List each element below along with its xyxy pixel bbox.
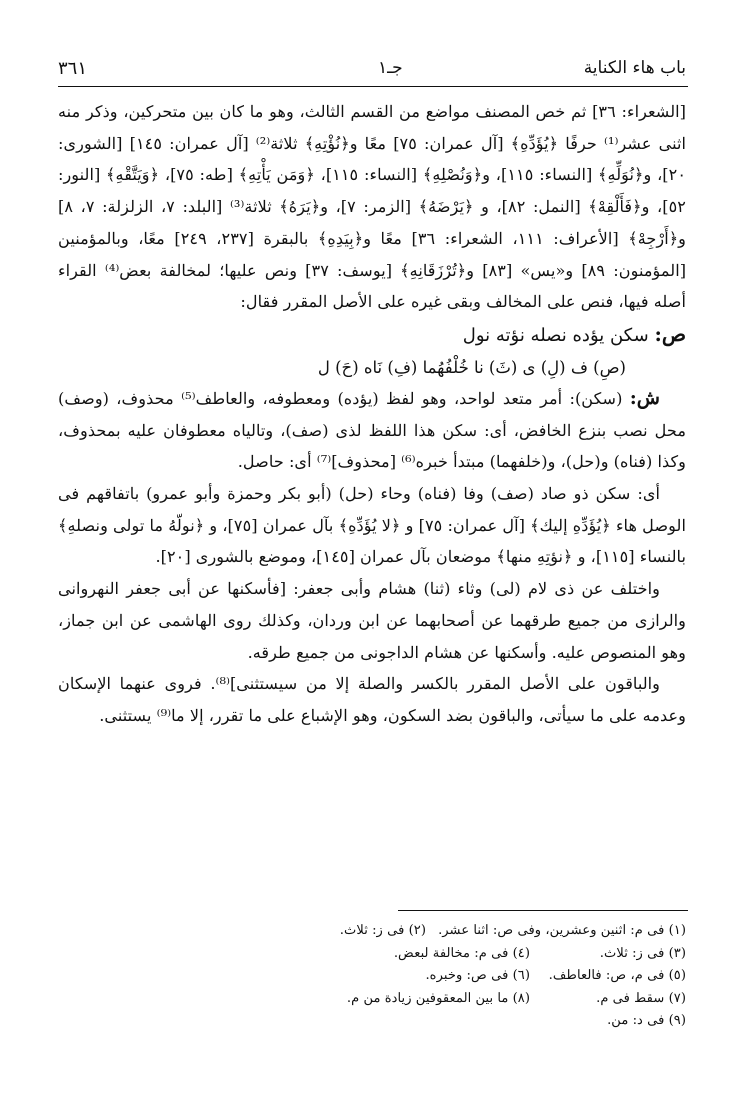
footnote: (٤) فى م: مخالفة لبعض. [393,945,530,961]
footnote-row [120,943,686,966]
footnote: (٢) فى ز: ثلاث. [339,923,426,938]
verse-text: سكن يؤده نصله نؤته نول [462,324,649,346]
paragraph-commentary [58,383,686,478]
chapter-title: باب هاء الكناية [583,58,686,78]
footnote-divider [398,910,688,911]
running-header [58,56,686,84]
footnotes [120,920,686,1033]
page-number: ٣٦١ [58,58,88,79]
volume-label: جـ١ [378,58,403,78]
commentary-tag: ش: [629,386,660,409]
footnote-row [120,965,686,988]
paragraph-disagreement: واختلف عن ذى لام (لى) وثاء (ثنا) هشام وأبى جعفر: [فأسكنها عن أبى جعفر النهروانى والرازى من جميع طرقهما عن أصحابهما عن ابن وردان، وكذلك روى الهاشمى عن ابن جماز، وهو المنصوص عليه. وأسكنها عن هشام الداجونى من جميع طرقه. [58,579,686,662]
commentary-text: (سكن): أمر متعد لواحد، وهو لفظ (يؤده) ومعطوفه، والعاطف⁽⁵⁾ محذوف، (وصف) محل نصب بنزع الخافض، أى: سكن هذا اللفظ لذى (صف)، وتالياه معطوفان عليه بمحذوف، وكذا (فناه) و(حل)، و(خلفهما) مبتدأ خبره⁽⁶⁾ [محذوف]⁽⁷⁾ أى: حاصل. [58,388,686,472]
footnote: (٩) فى د: من. [607,1013,686,1028]
paragraph-explanation: أى: سكن ذو صاد (صف) وفا (فناه) وحاء (حل) (أبو بكر وحمزة وأبو عمرو) باتفاقهم فى الوصل هاء ﴿يُؤَدِّهِ إليك﴾ [آل عمران: ٧٥] و ﴿لا يُؤَدِّهِ﴾ بآل عمران [٧٥]، و ﴿نولّهُ ما تولى ونصلهِ﴾ بالنساء [١١٥]، و ﴿نؤتِهِ منها﴾ موضعان بآل عمران [١٤٥]، وموضع بالشورى [٢٠]. [58,484,686,567]
footnote: (٨) ما بين المعقوفين زيادة من م. [346,990,530,1006]
footnote-row [120,1010,686,1033]
footnote: (٧) سقط فى م. [596,990,686,1006]
footnote: (٦) فى ص: وخبره. [425,968,530,983]
verse-symbols: (صِ) ف (لِ) ى (ثَ) نا خُلْفُهُما (فِ) نَاه (حَ) ل [317,357,626,377]
paragraph-intro: [الشعراء: ٣٦] ثم خص المصنف مواضع من القسم الثالث، وهو ما كان بين متحركين، وذكر منه اثنى عشر⁽¹⁾ حرفًا ﴿يُؤَدِّهِ﴾ [آل عمران: ٧٥] معًا و﴿نُؤْتِهِ﴾ ثلاثة⁽²⁾ [آل عمران: ١٤٥] [الشورى: ٢٠]، و﴿نُوَلِّهِ﴾ [النساء: ١١٥]، و﴿وَنُصْلِهِ﴾ [النساء: ١١٥]، ﴿وَمَن يَأْتِهِ﴾ [طه: ٧٥]، ﴿وَيَتَّقْهِ﴾ [النور: ٥٢]، و﴿فَأَلْقِهْ﴾ [النمل: ٨٢]، و ﴿يَرْضَهُ﴾ [الزمر: ٧]، و﴿يَرَهُ﴾ ثلاثة⁽³⁾ [البلد: ٧، الزلزلة: ٧، ٨] و﴿أَرْجِهْ﴾ [الأعراف: ١١١، الشعراء: ٣٦] معًا و﴿بِيَدِهِ﴾ بالبقرة [٢٣٧، ٢٤٩] معًا، وبالمؤمنين [المؤمنون: ٨٩] و«يس» [٨٣] و﴿تُرْزَقَانِهِ﴾ [يوسف: ٣٧] ونص عليها؛ لمخالفة بعض⁽⁴⁾ القراء أصله فيها، فنص على المخالف وبقى غيره على الأصل المقرر فقال: [58,102,687,312]
verse-line [58,318,686,352]
footnote: (٣) فى ز: ثلاث. [599,945,686,961]
footnote-row [120,920,686,943]
footnote: (١) فى م: اثنين وعشرين، وفى ص: اثنا عشر. [438,923,686,938]
header-divider [58,86,688,87]
footnote: (٥) فى م، ص: فالعاطف. [548,968,686,983]
paragraph-others: والباقون على الأصل المقرر بالكسر والصلة إلا من سيستثنى]⁽⁸⁾. فروى عنهما الإسكان وعدمه على ما سيأتى، والباقون بضد السكون، وهو الإشباع على ما تقرر، إلا ما⁽⁹⁾ يستثنى. [58,674,686,725]
main-text [58,96,686,732]
verse-tag: ص: [654,321,686,346]
footnote-row [120,988,686,1011]
